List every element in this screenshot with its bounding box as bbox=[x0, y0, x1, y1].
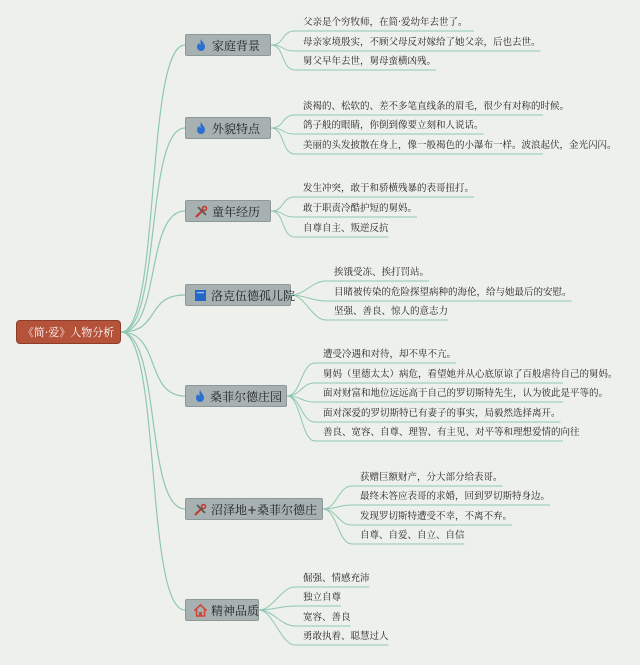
item-text: 宽容、善良 bbox=[303, 612, 351, 623]
item-text: 淡褐的、松软的、差不多笔直线条的眉毛，很少有对称的时候。 bbox=[303, 101, 570, 112]
connector-root-to-branch bbox=[121, 332, 185, 610]
item-text: 发生冲突，敢于和骄横残暴的表哥扭打。 bbox=[303, 183, 475, 194]
item-text: 面对财富和地位远远高于自己的罗切斯特先生，认为彼此是平等的。 bbox=[323, 388, 609, 399]
connector-branch-to-item bbox=[323, 505, 550, 509]
branch-node[interactable] bbox=[185, 498, 323, 520]
item-text: 母亲家境殷实，不顾父母反对嫁给了她父亲，后也去世。 bbox=[303, 37, 541, 48]
item-text: 敢于职责冷酷护短的舅妈。 bbox=[303, 203, 418, 214]
branch-node[interactable] bbox=[185, 200, 271, 222]
flame-icon bbox=[194, 121, 208, 135]
item-text: 勇敢执着、聪慧过人 bbox=[303, 631, 389, 642]
branch-label: 家庭背景 bbox=[212, 38, 261, 53]
branch-label: 沼泽地+桑菲尔德庄 bbox=[211, 502, 318, 517]
branch-node[interactable] bbox=[185, 117, 271, 139]
tools-icon bbox=[194, 502, 207, 516]
item-text: 挨饿受冻、挨打罚站。 bbox=[334, 267, 430, 278]
house-icon bbox=[194, 603, 207, 617]
branch-label: 洛克伍德孤儿院 bbox=[211, 288, 296, 303]
item-text: 目睹被传染的危险探望病种的海伦，给与她最后的安慰。 bbox=[334, 287, 572, 298]
branch-label: 外貌特点 bbox=[212, 121, 261, 136]
branch-label: 精神品质 bbox=[211, 603, 260, 618]
item-text: 面对深爱的罗切斯特已有妻子的事实，局毅然选择离开。 bbox=[323, 408, 561, 419]
branch-node[interactable] bbox=[185, 34, 271, 56]
item-text: 自尊自主、叛逆反抗 bbox=[303, 223, 389, 234]
item-text: 鸽子般的眼睛，你倒到像要立刻和人说话。 bbox=[303, 120, 484, 131]
connector-branch-to-item bbox=[259, 606, 341, 610]
branch-node[interactable] bbox=[185, 385, 287, 407]
item-text: 坚强、善良、惊人的意志力 bbox=[334, 306, 449, 317]
item-text: 舅妈（里德太太）病危，看望她并从心底原谅了百般虐待自己的舅妈。 bbox=[323, 369, 618, 380]
item-text: 最终未答应表哥的求婚，回到罗切斯特身边。 bbox=[360, 491, 551, 502]
item-text: 获赠巨额财产，分大部分给表哥。 bbox=[360, 472, 503, 483]
connector-root-to-branch bbox=[121, 128, 185, 332]
item-text: 独立自尊 bbox=[303, 592, 342, 603]
item-text: 美丽的头发披散在身上，像一般褐色的小瀑布一样。波浪起伏，金光闪闪。 bbox=[303, 140, 617, 151]
item-text: 父亲是个穷牧师，在简·爱幼年去世了。 bbox=[303, 17, 468, 28]
item-text: 倔强、情感充沛 bbox=[303, 573, 370, 584]
branch-node[interactable] bbox=[185, 284, 296, 306]
connector-root-to-branch bbox=[121, 45, 185, 332]
item-text: 自尊、自爱、自立、自信 bbox=[360, 530, 465, 541]
item-text: 舅父早年去世，舅母蛮横凶残。 bbox=[303, 56, 437, 67]
flame-icon bbox=[194, 389, 206, 403]
branch-label: 童年经历 bbox=[212, 204, 261, 219]
tools-icon bbox=[194, 204, 208, 218]
branch-node[interactable] bbox=[185, 599, 259, 621]
connector-root-to-branch bbox=[121, 332, 185, 396]
connector-root-to-branch bbox=[121, 332, 185, 509]
item-text: 遭受冷遇和对待，却不卑不亢。 bbox=[323, 349, 457, 360]
flame-icon bbox=[194, 38, 208, 52]
item-text: 发现罗切斯特遭受不幸，不离不弃。 bbox=[360, 511, 513, 522]
branch-label: 桑菲尔德庄园 bbox=[210, 389, 283, 404]
root-node[interactable]: 《简·爱》人物分析 bbox=[16, 320, 121, 344]
book-icon bbox=[194, 288, 207, 302]
item-text: 善良、宽容、自尊、理智、有主见、对平等和理想爱情的向往 bbox=[323, 427, 580, 438]
